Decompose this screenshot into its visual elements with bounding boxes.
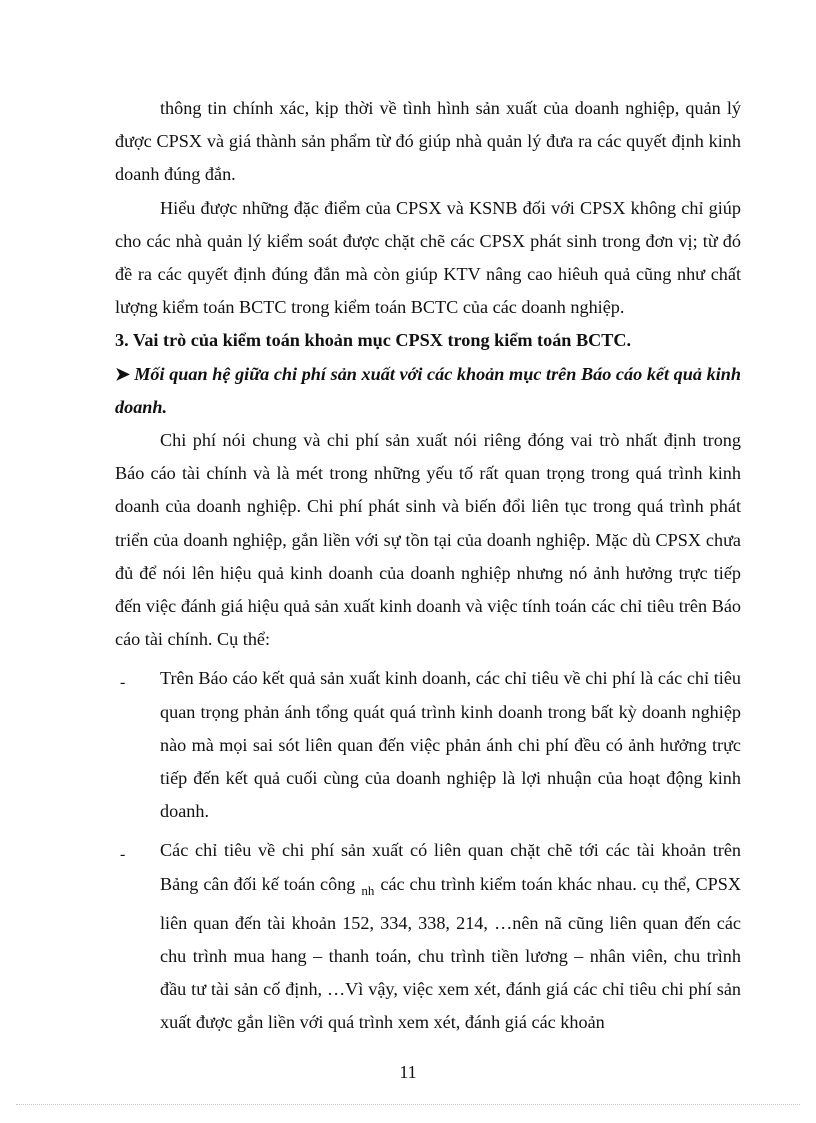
bullet-item-1 bbox=[115, 662, 741, 828]
bullet-item-2 bbox=[115, 834, 741, 1039]
bullet-item-2-text-b: các chu trình kiểm toán khác nhau. cụ thể, CPSX liên quan đến tài khoản 152, 334, 338, 214, …nên nã cũng liên quan đến các chu trình mua hang – thanh toán, chu trình tiền lương – nhân viên, chu trình đầu tư tài sản cố định, …Vì vậy, việc xem xét, đánh giá các chỉ tiêu chi phí sản xuất được gắn liền với quá trình xem xét, đánh giá các khoản bbox=[160, 873, 741, 1033]
paragraph-1: thông tin chính xác, kịp thời về tình hình sản xuất của doanh nghiệp, quản lý được CPSX và giá thành sản phẩm từ đó giúp nhà quản lý đưa ra các quyết định kinh doanh đúng đắn. bbox=[115, 98, 741, 185]
page-number: 11 bbox=[399, 1062, 417, 1082]
bullet-item-1-text: Trên Báo cáo kết quả sản xuất kinh doanh, các chỉ tiêu về chi phí là các chỉ tiêu quan trọng phản ánh tổng quát quá trình kinh doanh trong bất kỳ doanh nghiệp nào mà mọi sai sót liên quan đến việc phản ánh chi phí đều có ảnh hưởng trực tiếp đến kết quả cuối cùng của doanh nghiệp là lợi nhuận của hoạt động kinh doanh. bbox=[160, 668, 741, 822]
sub-heading bbox=[115, 358, 741, 424]
bullet-item-2-text-a: Các chỉ tiêu về chi phí sản xuất có liên quan chặt chẽ tới các tài khoản trên Bảng cân đối kế toán công bbox=[160, 840, 741, 894]
arrow-bullet-icon: ➤ bbox=[115, 363, 131, 384]
document-body bbox=[115, 92, 741, 1044]
bullet-item-2-subscript: nh bbox=[361, 882, 375, 898]
sub-heading-text: Mối quan hệ giữa chi phí sản xuất với các khoản mục trên Báo cáo kết quả kinh doanh. bbox=[115, 363, 741, 417]
section-heading-3: 3. Vai trò của kiểm toán khoản mục CPSX trong kiểm toán BCTC. bbox=[115, 330, 632, 351]
paragraph-2: Hiểu được những đặc điểm của CPSX và KSNB đối với CPSX không chỉ giúp cho các nhà quản lý kiểm soát được chặt chẽ các CPSX phát sinh trong đơn vị; từ đó đề ra các quyết định đúng đắn mà còn giúp KTV nâng cao hiêuh quả cũng như chất lượng kiểm toán BCTC trong kiểm toán BCTC của các doanh nghiệp. bbox=[115, 197, 741, 318]
dash-bullet-icon: - bbox=[120, 674, 126, 692]
dash-bullet-icon: - bbox=[120, 846, 126, 864]
paragraph-3: Chi phí nói chung và chi phí sản xuất nói riêng đóng vai trò nhất định trong Báo cáo tài chính và là mét trong những yếu tố rất quan trọng trong quá trình kinh doanh của doanh nghiệp. Chi phí phát sinh và biến đổi liên tục trong quá trình phát triển của doanh nghiệp, gắn liền với sự tồn tại của doanh nghiệp. Mặc dù CPSX chưa đủ để nói lên hiệu quả kinh doanh của doanh nghiệp nhưng nó ảnh hưởng trực tiếp đến việc đánh giá hiệu quả sản xuất kinh doanh và việc tính toán các chỉ tiêu trên Báo cáo tài chính. Cụ thể: bbox=[115, 430, 741, 650]
